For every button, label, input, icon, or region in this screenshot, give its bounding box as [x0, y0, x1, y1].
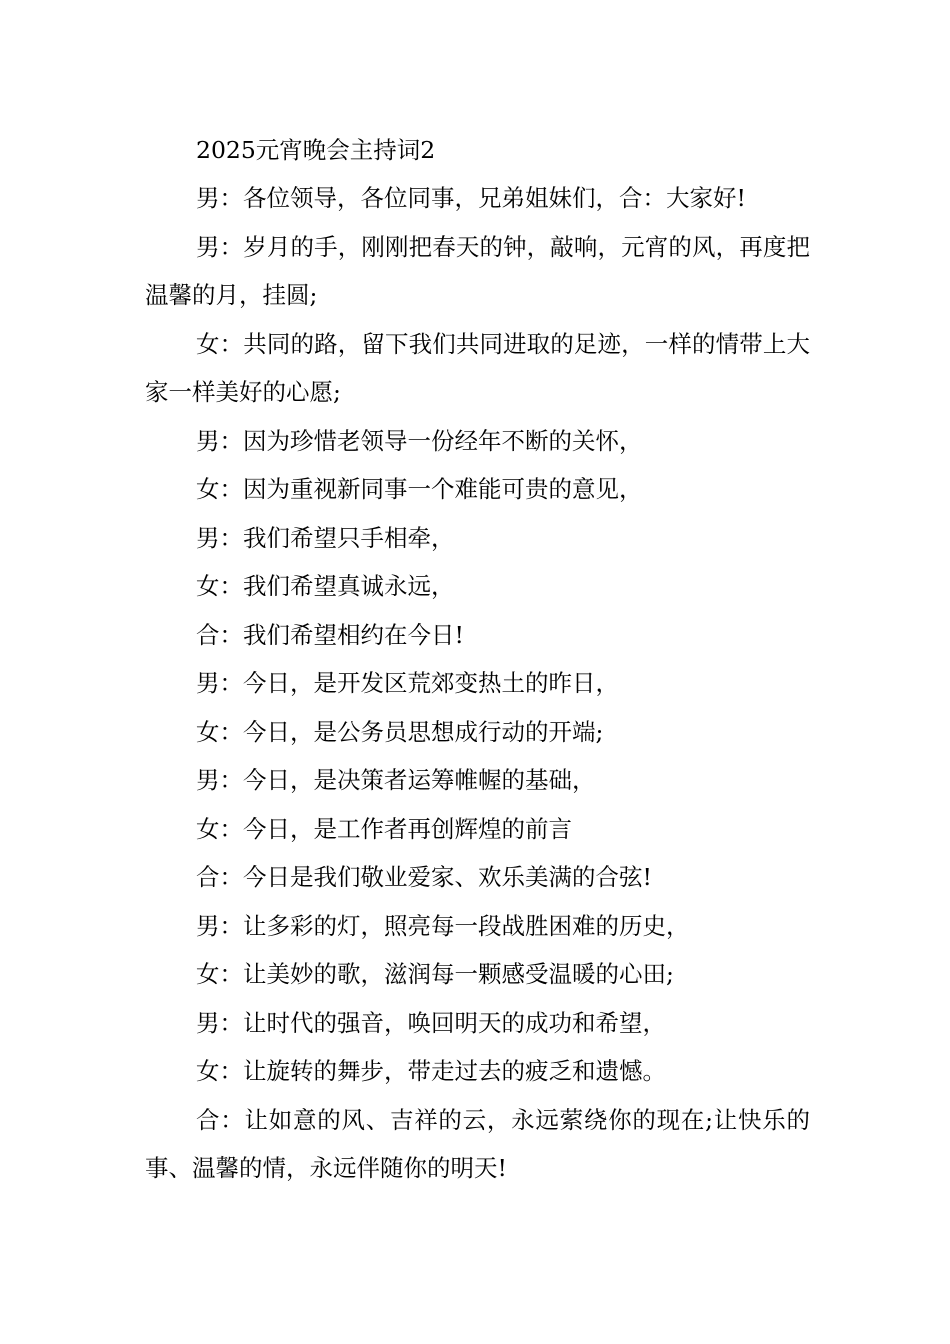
paragraph: 女：让旋转的舞步，带走过去的疲乏和遗憾。 — [196, 1057, 666, 1085]
paragraph: 男：让时代的强音，唤回明天的成功和希望， — [196, 1008, 666, 1037]
paragraph: 男：岁月的手，刚刚把春天的钟，敲响，元宵的风，再度把温馨的月，挂圆; — [145, 232, 810, 309]
paragraph: 女：今日，是公务员思想成行动的开端; — [196, 717, 604, 746]
paragraph: 女：今日，是工作者再创辉煌的前言 — [196, 814, 572, 843]
paragraph: 合：让如意的风、吉祥的云，永远萦绕你的现在;让快乐的事、温馨的情，永远伴随你的明天! — [145, 1105, 810, 1182]
paragraph: 男：今日，是开发区荒郊变热土的昨日， — [196, 669, 619, 697]
paragraph: 女：因为重视新同事一个难能可贵的意见， — [196, 475, 643, 503]
paragraph: 男：今日，是决策者运筹帷幄的基础， — [196, 766, 596, 794]
paragraph: 女：让美妙的歌，滋润每一颗感受温暖的心田; — [196, 960, 674, 988]
paragraph: 女：我们希望真诚永远， — [196, 572, 455, 600]
paragraph: 合：今日是我们敬业爱家、欢乐美满的合弦! — [196, 863, 652, 891]
paragraph: 男：我们希望只手相牵， — [196, 523, 455, 552]
paragraph: 女：共同的路，留下我们共同进取的足迹，一样的情带上大家一样美好的心愿; — [145, 329, 810, 406]
document-page — [145, 126, 810, 1193]
paragraph: 合：我们希望相约在今日! — [196, 620, 464, 649]
document-title: 2025元宵晚会主持词2 — [196, 136, 436, 164]
paragraph: 男：因为珍惜老领导一份经年不断的关怀， — [196, 426, 643, 455]
paragraph: 男：让多彩的灯，照亮每一段战胜困难的历史， — [196, 911, 690, 940]
paragraph: 男：各位领导，各位同事，兄弟姐妹们，合：大家好! — [196, 184, 746, 212]
